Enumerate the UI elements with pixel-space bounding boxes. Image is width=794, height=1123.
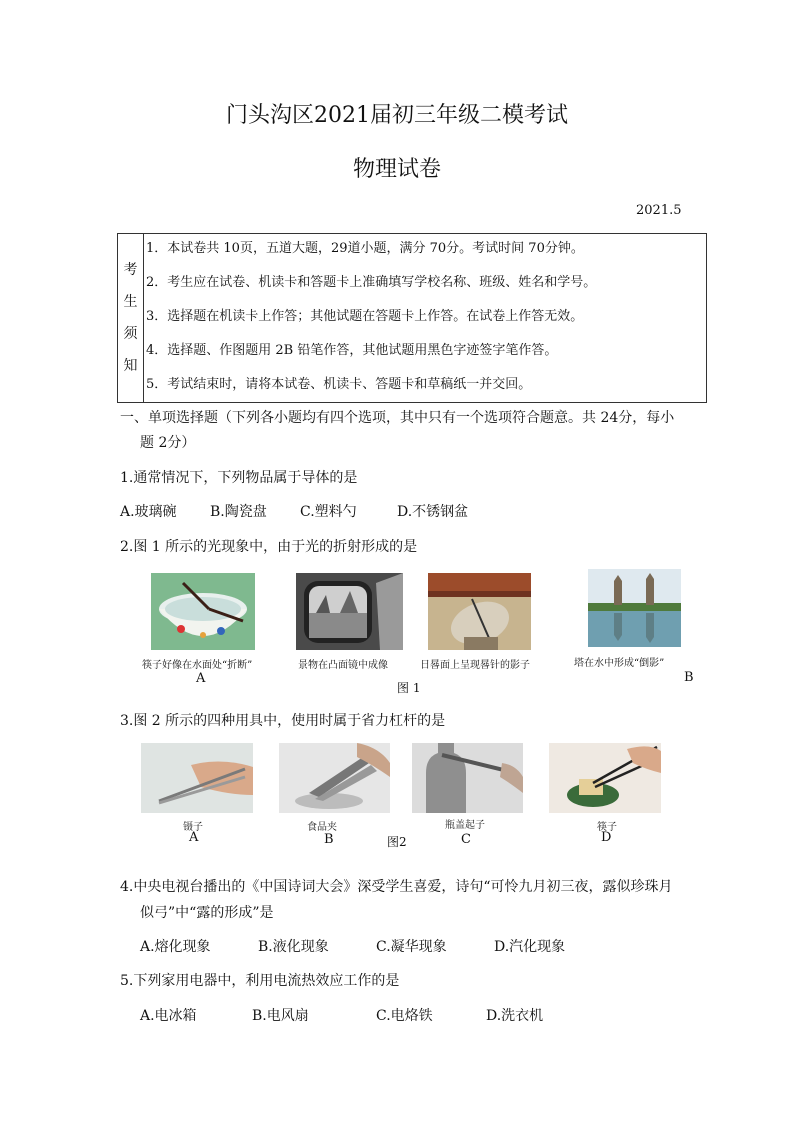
notice-box [117, 233, 707, 403]
q3-letter-c: C [461, 832, 471, 847]
photo-bottle-opener [412, 743, 523, 813]
page-title: 门头沟区2021届初三年级二模考试 [226, 103, 568, 128]
q1-option-b: B.陶瓷盘 [210, 504, 267, 520]
photo-pagoda-reflection [588, 569, 681, 647]
photo-convex-mirror [296, 573, 403, 650]
q3-caption-c: 瓶盖起子 [445, 820, 485, 831]
q1-option-d: D.不锈钢盆 [397, 504, 469, 520]
photo-food-tongs [279, 743, 390, 813]
question-4-cont: 似弓”中“露的形成”是 [140, 905, 274, 921]
q4-option-c: C.凝华现象 [376, 939, 447, 955]
notice-item: 4．选择题、作图题用 2B 铅笔作答，其他试题用黑色字迹签字笔作答。 [146, 343, 558, 358]
notice-item: 2．考生应在试卷、机读卡和答题卡上准确填写学校名称、班级、姓名和学号。 [146, 275, 597, 290]
page-subtitle: 物理试卷 [352, 157, 441, 182]
photo-sundial [428, 573, 531, 650]
q2-letter-b: B [684, 670, 694, 685]
photo-tweezers [141, 743, 253, 813]
q4-option-b: B.液化现象 [258, 939, 329, 955]
notice-label [118, 234, 144, 402]
figure-1-label: 图 1 [397, 681, 421, 695]
notice-item: 5．考试结束时，请将本试卷、机读卡、答题卡和草稿纸一并交回。 [146, 377, 532, 392]
q2-caption-c: 日晷面上呈现晷针的影子 [420, 660, 530, 671]
notice-label-char: 生 [123, 294, 138, 310]
q4-option-d: D.汽化现象 [494, 939, 566, 955]
q5-option-a: A.电冰箱 [140, 1008, 197, 1024]
section-heading: 一、单项选择题（下列各小题均有四个选项，其中只有一个选项符合题意。共 24分，每小 [120, 410, 675, 426]
q5-option-b: B.电风扇 [252, 1008, 309, 1024]
q2-caption-a: 筷子好像在水面处“折断” [142, 660, 253, 671]
question-3: 3.图 2 所示的四种用具中，使用时属于省力杠杆的是 [120, 713, 446, 729]
photo-chopsticks [549, 743, 661, 813]
q3-letter-b: B [324, 832, 334, 847]
section-heading-cont: 题 2分） [140, 435, 196, 451]
q1-option-a: A.玻璃碗 [120, 504, 177, 520]
notice-item: 1．本试卷共 10页，五道大题，29道小题，满分 70分。考试时间 70分钟。 [146, 241, 584, 256]
figure-2-label: 图2 [387, 835, 407, 849]
q4-option-a: A.熔化现象 [140, 939, 211, 955]
q2-caption-d: 塔在水中形成“倒影” [574, 658, 665, 669]
question-2: 2.图 1 所示的光现象中，由于光的折射形成的是 [120, 539, 418, 555]
question-1: 1.通常情况下，下列物品属于导体的是 [120, 470, 358, 486]
q3-caption-d: 筷子 [597, 822, 617, 833]
q1-option-c: C.塑料勺 [300, 504, 357, 520]
exam-date: 2021.5 [636, 203, 682, 218]
notice-label-char: 知 [123, 358, 138, 374]
notice-label-char: 考 [123, 262, 138, 278]
q3-letter-d: D [601, 830, 612, 845]
q3-caption-b: 食品夹 [307, 822, 337, 833]
question-4: 4.中央电视台播出的《中国诗词大会》深受学生喜爱，诗句“可怜九月初三夜，露似珍珠月 [120, 879, 673, 895]
q5-option-c: C.电烙铁 [376, 1008, 433, 1024]
photo-bowl-chopstick [151, 573, 255, 650]
notice-item: 3．选择题在机读卡上作答；其他试题在答题卡上作答。在试卷上作答无效。 [146, 309, 584, 324]
q5-option-d: D.洗衣机 [486, 1008, 544, 1024]
q2-caption-b: 景物在凸面镜中成像 [298, 660, 388, 671]
notice-label-char: 须 [123, 326, 138, 342]
q3-letter-a: A [189, 830, 199, 845]
q2-letter-a: A [196, 671, 206, 686]
question-5: 5.下列家用电器中，利用电流热效应工作的是 [120, 973, 400, 989]
q3-caption-a: 镊子 [183, 822, 203, 833]
